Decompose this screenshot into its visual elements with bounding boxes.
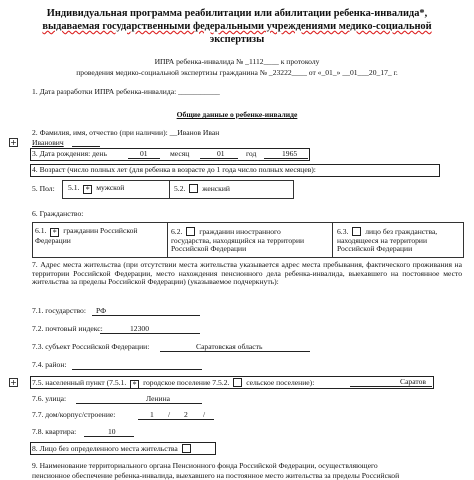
gender-opt1-text: мужской bbox=[96, 183, 125, 192]
address-subject-line bbox=[160, 351, 310, 352]
fio-underline bbox=[72, 146, 100, 147]
gender-opt2-text: женский bbox=[202, 184, 230, 193]
address-state-line bbox=[92, 315, 200, 316]
birth-month-line bbox=[200, 158, 238, 159]
birth-day-line bbox=[128, 158, 160, 159]
checkbox-icon[interactable] bbox=[189, 184, 198, 193]
citizenship-option-rf[interactable] bbox=[35, 227, 165, 246]
checkbox-icon[interactable] bbox=[182, 444, 191, 453]
address-district-label: 7.4. район: bbox=[32, 360, 67, 369]
cit-opt3-text1: лицо без гражданства, bbox=[365, 227, 438, 236]
address-rural-label: сельское поселение): bbox=[246, 378, 315, 387]
birth-month-label: месяц bbox=[170, 149, 190, 158]
development-date: 1. Дата разработки ИПРА ребенка-инвалида: ___________ bbox=[32, 87, 220, 96]
document-title-line3: экспертизы bbox=[209, 34, 265, 45]
checkbox-icon[interactable]: * bbox=[83, 185, 92, 194]
address-index-value[interactable]: 12300 bbox=[130, 324, 149, 333]
address-state-value[interactable]: РФ bbox=[96, 306, 107, 315]
section-general-title-text: Общие данные о ребенке-инвалиде bbox=[176, 110, 298, 119]
birth-month[interactable]: 01 bbox=[217, 149, 225, 158]
address-intro: 7. Адрес места жительства (при отсутствии места жительства указывается адрес места пребывания, фактического проживания на территории Российской Федерации, место нахождения пенсионного дела ребенка-инвалида, выехавшего на постоянное место жительства за пределы Российской Федерации) (указываемое подчеркнуть): bbox=[32, 260, 462, 286]
document-title-line2 bbox=[0, 21, 474, 34]
gender-opt1-num: 5.1. bbox=[68, 183, 80, 192]
fio-label: 2. Фамилия, имя, отчество (при наличии): __Иванов Иван bbox=[32, 128, 220, 137]
birth-year-line bbox=[264, 158, 308, 159]
address-building-value[interactable]: 2 bbox=[184, 410, 188, 419]
address-house-label: 7.7. дом/корпус/строение: bbox=[32, 410, 116, 419]
protocol-line1: ИПРА ребенка-инвалида № _1112____ к протоколу bbox=[154, 57, 320, 66]
address-district-line bbox=[72, 369, 202, 370]
address-flat-line bbox=[84, 436, 134, 437]
cit-opt2-text3: Российской Федерации bbox=[171, 244, 247, 253]
address-house-line bbox=[138, 419, 214, 420]
address-locality-value[interactable]: Саратов bbox=[400, 377, 427, 386]
address-index-line bbox=[100, 333, 200, 334]
citizenship-option-foreign[interactable] bbox=[171, 227, 331, 254]
plus-square-icon[interactable]: + bbox=[10, 378, 17, 387]
pension-fund-line1: 9. Наименование территориального органа Пенсионного фонда Российской Федерации, осуществляющего bbox=[32, 461, 378, 470]
address-building-slash: / bbox=[203, 410, 206, 419]
address-house-slash: / bbox=[168, 410, 171, 419]
cit-opt1-text1: гражданин Российской bbox=[63, 226, 138, 235]
cit-opt3-text2: находящееся на территории Российской Федерации bbox=[337, 235, 428, 253]
gender-label: 5. Пол: bbox=[32, 184, 55, 193]
address-locality-line bbox=[350, 386, 432, 387]
checkbox-icon[interactable]: * bbox=[130, 380, 139, 389]
address-state-label: 7.1. государство: bbox=[32, 306, 86, 315]
address-house-value[interactable]: 1 bbox=[150, 410, 154, 419]
gender-option-male[interactable] bbox=[68, 184, 124, 194]
age-label: 4. Возраст (число полных лет (для ребенка в возрасте до 1 года число полных месяцев): bbox=[32, 165, 316, 174]
citizenship-option-stateless[interactable] bbox=[337, 227, 462, 254]
fio-value-line2-text: Иванович bbox=[32, 138, 64, 147]
document-title-line2-text: выдаваемая государственными федеральными учреждениями медико-социальной bbox=[42, 21, 432, 32]
section-general-title bbox=[0, 111, 474, 120]
gender-option-female[interactable] bbox=[174, 184, 230, 194]
cit-opt2-text2: государства, находящийся на территории bbox=[171, 235, 305, 245]
checkbox-icon[interactable] bbox=[233, 378, 242, 387]
address-urban-label: городское поселение 7.5.2. bbox=[143, 378, 230, 387]
no-residence-row bbox=[32, 444, 193, 454]
plus-square-icon[interactable]: + bbox=[10, 138, 17, 147]
address-subject-label: 7.3. субъект Российской Федерации: bbox=[32, 342, 150, 351]
citizenship-label: 6. Гражданство: bbox=[32, 209, 84, 218]
birth-label: 3. Дата рождения: день bbox=[32, 149, 107, 158]
cit-opt1-text2: Федерации bbox=[35, 236, 71, 245]
birth-day[interactable]: 01 bbox=[140, 149, 148, 158]
cit-opt3-num: 6.3. bbox=[337, 227, 349, 236]
cit-opt1-num: 6.1. bbox=[35, 226, 47, 235]
address-subject-value[interactable]: Саратовская область bbox=[196, 342, 263, 351]
no-residence-label: 8. Лицо без определенного места жительства bbox=[32, 444, 178, 453]
address-street-line bbox=[76, 403, 202, 404]
cit-opt2-num: 6.2. bbox=[171, 227, 183, 236]
gender-opt2-num: 5.2. bbox=[174, 184, 186, 193]
cit-opt2-text1: гражданин иностранного bbox=[199, 227, 281, 236]
birth-year[interactable]: 1965 bbox=[282, 149, 298, 158]
address-street-value[interactable]: Ленина bbox=[146, 394, 171, 403]
address-flat-label: 7.8. квартира: bbox=[32, 427, 77, 436]
fio-value-line2 bbox=[32, 139, 64, 148]
address-locality-row bbox=[32, 378, 314, 389]
checkbox-icon[interactable]: * bbox=[50, 228, 59, 237]
address-index-label: 7.2. почтовый индекс: bbox=[32, 324, 103, 333]
birth-year-label: год bbox=[246, 149, 257, 158]
pension-fund-line2: пенсионное обеспечение ребенка-инвалида, выехавшего на постоянное место жительства за пределы Российской bbox=[32, 471, 400, 480]
address-locality-label: 7.5. населенный пункт (7.5.1. bbox=[32, 378, 127, 387]
address-street-label: 7.6. улица: bbox=[32, 394, 67, 403]
protocol-line2: проведения медико-социальной экспертизы гражданина № _23222____ от «_01_» __01___20_17_ г. bbox=[76, 68, 398, 77]
document-title-line1: Индивидуальная программа реабилитации или абилитации ребенка-инвалида*, bbox=[46, 8, 428, 19]
address-flat-value[interactable]: 10 bbox=[108, 427, 116, 436]
